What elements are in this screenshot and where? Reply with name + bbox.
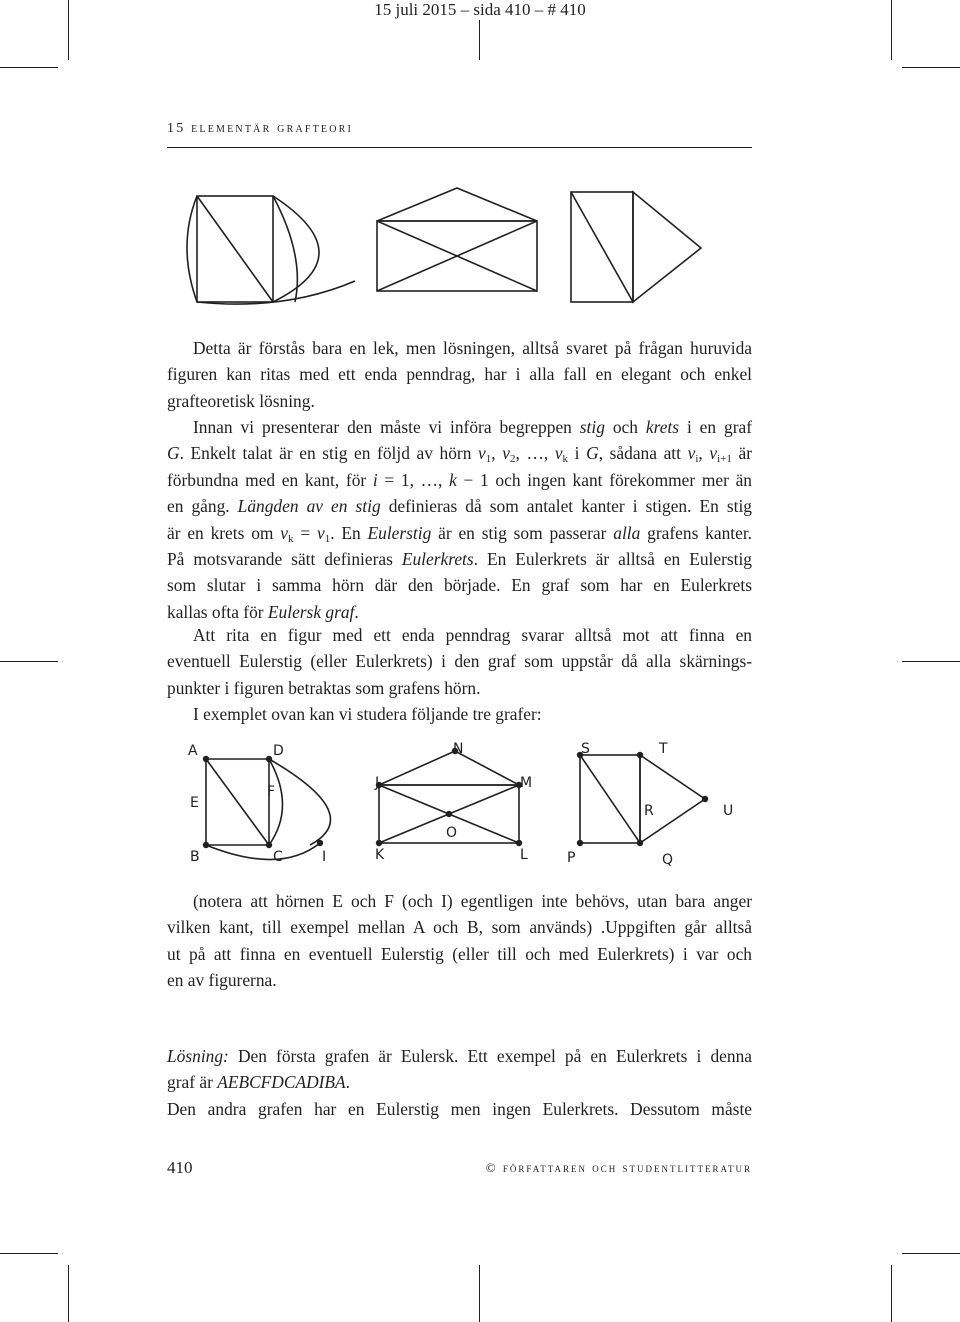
text-line: I exemplet ovan kan vi studera följande tre grafer: [193,704,542,724]
math-sub: k [288,532,294,545]
puzzle-figures [185,186,755,312]
math: i [372,469,378,490]
crop-mark [891,1265,892,1322]
graph-label: S [581,741,590,757]
text: , [491,443,503,464]
graph-label: M [520,775,533,791]
graph-label: U [723,803,734,819]
text: är en krets om [167,522,281,543]
text-line [167,440,752,466]
graph-label: I [322,849,327,865]
graph-label: R [644,803,654,819]
text: På motsvarande sätt definieras [167,549,402,570]
math-sub: 1 [485,453,492,466]
text: en gång. [167,496,238,517]
math-sub: 1 [324,532,331,545]
text: = [293,522,317,543]
math: G [586,443,599,464]
text-line: figuren kan ritas med ett enda penndrag, har i alla fall en elegant och enkel [167,364,752,385]
math: v [687,443,696,464]
paragraph-intro [167,335,752,414]
crop-mark [0,1253,58,1254]
footer-copyright: © författaren och studentlitteratur [485,1160,752,1175]
term-langd: Längden av en stig [237,496,381,517]
vertex-a [203,756,209,762]
math-sub: i+1 [717,453,732,466]
chapter-header: 15 elementär grafteori [167,121,354,136]
text: = 1, …, [377,469,450,490]
text: i [568,443,587,464]
graph-label: C [273,849,283,865]
graph-label: D [273,743,284,759]
math: v [554,443,563,464]
math: v [478,443,486,464]
text-line: punkter i figuren betraktas som grafens hörn. [167,677,481,698]
text-line: Den andra grafen har en Eulerstig men ingen Eulerkrets. Dessutom måste [167,1098,752,1119]
vertex-p [577,840,583,846]
text-line: vilken kant, till exempel mellan A och B, som används) .Uppgiften går alltså [167,917,752,938]
text: . En Eulerkrets är alltså en Eulerstig [473,549,752,570]
crop-mark [902,661,960,662]
vertex-q [637,840,643,846]
term-eulerkrets: Eulerkrets [401,549,474,570]
vertex-d [266,756,272,762]
page-number: 410 [167,1158,193,1177]
math-sub: i [695,453,699,466]
text: Innan vi presenterar den måste vi införa begreppen [193,417,580,437]
text-line [167,467,752,493]
text: och [604,417,646,437]
crop-mark [0,661,58,662]
text: − 1 och ingen kant förekommer mer än [456,469,752,490]
graph-label: O [446,825,458,841]
vertex-o [446,811,452,817]
graph-figures [170,735,770,875]
crop-mark [479,1265,480,1322]
puzzle-figure-flag [571,192,701,302]
text: är en stig som passerar [431,522,614,543]
graph-label: L [520,847,528,863]
text: kallas ofta för [167,601,268,622]
graph-3-edges [580,755,705,843]
text-line: Detta är förstås bara en lek, men lösningen, alltså svaret på frågan huruvida [193,338,752,358]
vertex-b [203,842,209,848]
text-line: ut på att finna en eventuell Eulerstig (eller till och med Eulerkrets) i var och [167,943,752,964]
text: grafens kanter. [640,522,752,543]
text: definieras då som antalet kanter i stigen. En stig [380,496,752,517]
text-line: som slutar i samma hörn där den började. En graf som har en Eulerkrets [167,575,752,596]
paragraph-example-intro [167,701,752,727]
crop-mark [479,20,480,60]
text-line [167,546,752,572]
math: G [167,443,180,464]
math: v [502,443,510,464]
term-eulersk-graf: Eulersk graf [267,601,355,622]
crop-mark [902,1253,960,1254]
math: v [709,443,718,464]
text: . Enkelt talat är en stig en följd av hörn [179,443,479,464]
text: . [345,1072,351,1093]
math: v [316,522,325,543]
vertex-k [376,840,382,846]
graph-label: E [190,795,199,811]
graph-label: A [188,743,198,759]
math-sub: k [562,453,569,466]
term-krets: krets [645,417,680,437]
text-line: eventuell Eulerstig (eller Eulerkrets) i den graf som uppstår då alla skärnings- [167,651,752,672]
text: Den första grafen är Eulersk. Ett exempel på en Eulerkrets i denna [228,1046,752,1066]
running-head: 15 juli 2015 – sida 410 – # 410 [374,0,586,19]
text: graf är [167,1072,218,1093]
vertex-i [317,840,323,846]
text-line [167,1043,752,1069]
text: , sådana att [598,443,688,464]
graph-label: J [375,775,380,791]
crop-mark [68,1265,69,1322]
graph-label: T [659,741,668,757]
text-line: en av figurerna. [167,970,277,991]
puzzle-figure-envelope [377,188,537,291]
vertex-t [637,752,643,758]
crop-mark [0,67,58,68]
text-line: grafteoretisk lösning. [167,390,315,411]
math: k [449,469,457,490]
paragraph-definitions [167,414,752,625]
vertex-c [266,842,272,848]
term-stig: stig [579,417,605,437]
vertex-l [516,840,522,846]
term-eulerstig: Eulerstig [367,522,432,543]
graph-label: N [453,741,464,757]
text: , [698,443,710,464]
text: , …, [515,443,555,464]
text-line: Att rita en figur med ett enda penndrag svarar alltså mot att finna en [193,625,752,645]
euler-circuit: AEBCFDCADIBA [217,1072,346,1093]
text: . En [330,522,368,543]
header-rule [167,147,752,148]
text: förbundna med en kant, för [167,469,373,490]
text-line [167,414,752,440]
emphasis: alla [613,522,641,543]
graph-label: Q [662,852,674,868]
text: i en graf [679,417,752,437]
solution-label: Lösning: [167,1046,229,1066]
puzzle-figure-house [187,196,355,304]
graph-label: B [190,849,200,865]
math-sub: 2 [509,453,516,466]
graph-label: K [375,847,385,863]
text-line [167,520,752,546]
graph-label: F [267,784,276,800]
text-line: (notera att hörnen E och F (och I) egentligen inte behövs, utan bara anger [193,891,752,911]
text-line [167,493,752,519]
solution [167,1043,752,1122]
vertex-u [702,796,708,802]
paragraph-note [167,888,752,994]
text-line [167,1069,752,1095]
text: . [354,601,359,622]
paragraph-penndrag [167,622,752,701]
graph-label: P [567,850,576,866]
math: v [280,522,288,543]
text: är [731,443,752,464]
crop-mark [902,67,960,68]
